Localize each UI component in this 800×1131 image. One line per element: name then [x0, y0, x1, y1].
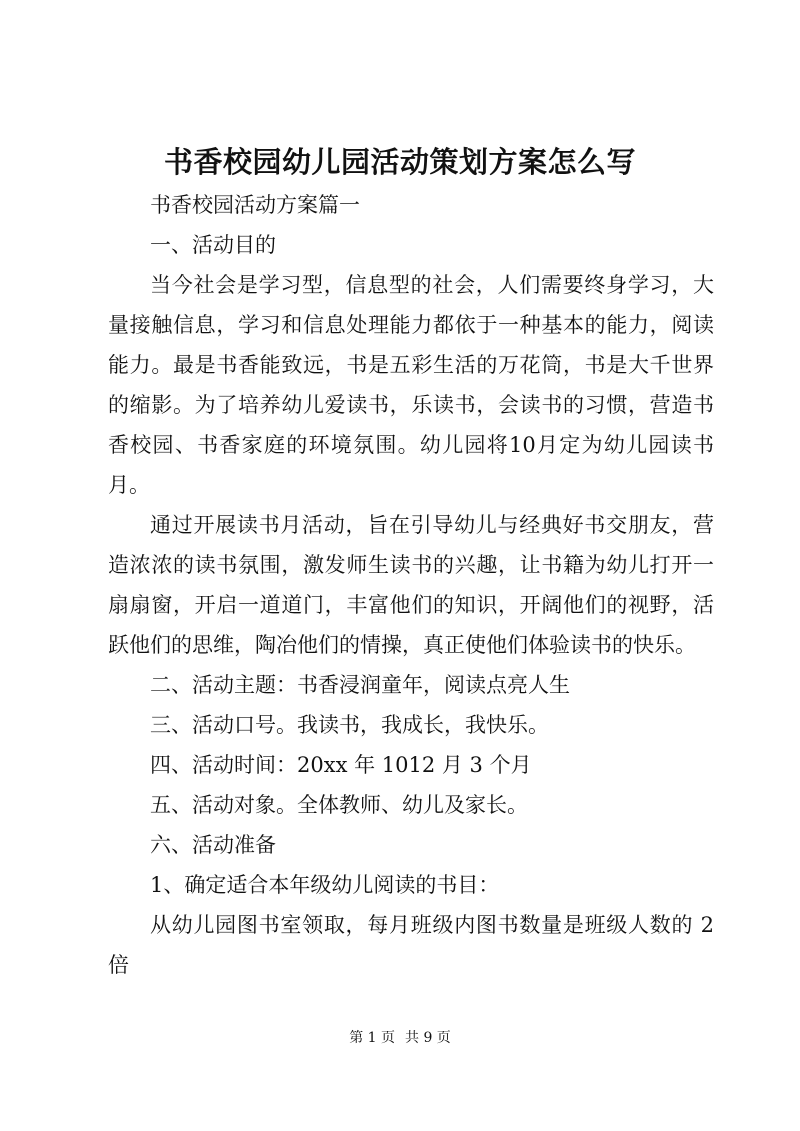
paragraph-theme: 二、活动主题：书香浸润童年，阅读点亮人生	[150, 673, 570, 697]
paragraph-purpose-text: 当今社会是学习型，信息型的社会，人们需要终身学习，大量接触信息，学习和信息处理能力都依于一种基本的能力，阅读能力。最是书香能致远，书是五彩生活的万花筒，书是大千世界的缩影。为了培养幼儿爱读书，乐读书，会读书的习惯，营造书香校园、书香家庭的环境氛围。幼儿园将10月定为幼儿园读书月。	[108, 273, 714, 497]
page-number: 第 1 页	[349, 1030, 395, 1046]
paragraph-heading-preparation: 六、活动准备	[150, 833, 276, 857]
paragraph-subtitle: 书香校园活动方案篇一	[150, 193, 360, 217]
paragraph-slogan: 三、活动口号。我读书，我成长，我快乐。	[150, 713, 549, 737]
page-total: 共 9 页	[405, 1030, 451, 1046]
document-body	[108, 185, 714, 985]
paragraph-book-list: 1、确定适合本年级幼儿阅读的书目：	[150, 873, 500, 897]
document-title: 书香校园幼儿园活动策划方案怎么写	[163, 145, 636, 179]
paragraph-purpose-detail: 通过开展读书月活动，旨在引导幼儿与经典好书交朋友，营造浓浓的读书氛围，激发师生读书的兴趣，让书籍为幼儿打开一扇扇窗，开启一道道门，丰富他们的知识，开阔他们的视野，活跃他们的思维，陶冶他们的情操，真正使他们体验读书的快乐。	[108, 513, 714, 657]
paragraph-audience: 五、活动对象。全体教师、幼儿及家长。	[150, 793, 528, 817]
paragraph-time: 四、活动时间：20xx 年 1012 月 3 个月	[150, 753, 532, 777]
paragraph-heading-purpose: 一、活动目的	[150, 233, 276, 257]
paragraph-library: 从幼儿园图书室领取，每月班级内图书数量是班级人数的 2 倍	[108, 913, 714, 977]
page-footer	[0, 1028, 800, 1048]
